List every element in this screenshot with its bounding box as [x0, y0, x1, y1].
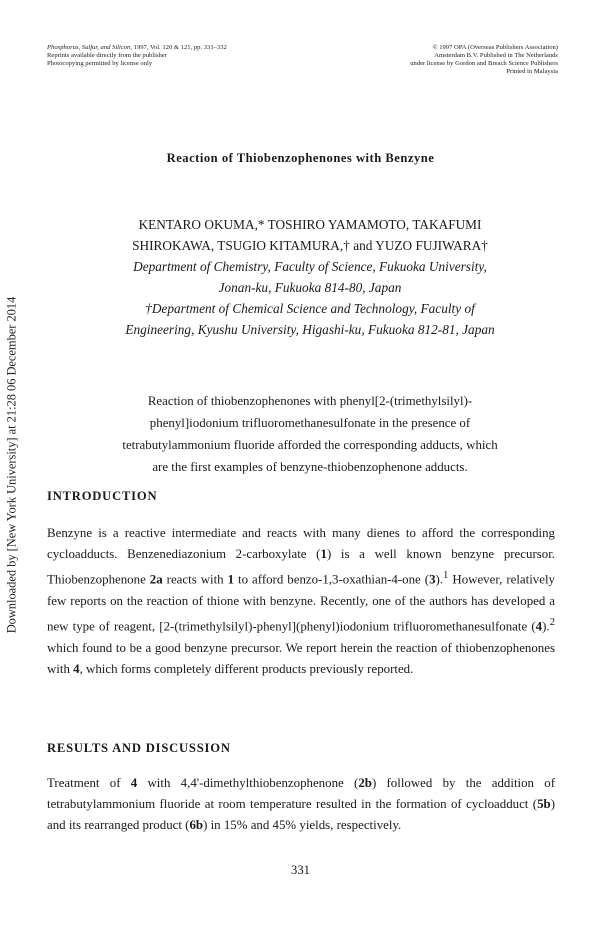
printed-in-line: Printed in Malaysia: [506, 68, 558, 75]
running-header-right: [308, 44, 558, 76]
abstract-line-4: are the first examples of benzyne-thiobenzophenone adducts.: [152, 460, 468, 474]
article-title: Reaction of Thiobenzophenones with Benzyne: [166, 151, 435, 165]
photocopy-note: Photocopying permitted by license only: [47, 60, 153, 67]
abstract-line-1: Reaction of thiobenzophenones with phenyl[2-(trimethylsilyl)-: [147, 394, 473, 408]
results-text-3: ) followed by the addition of tetrabutylammonium fluoride at room temperature resulted in the formation of cycloadduct (: [47, 776, 556, 812]
author-line-1: KENTARO OKUMA,* TOSHIRO YAMAMOTO, TAKAFUMI: [138, 217, 482, 232]
author-block: [60, 214, 560, 340]
affiliation-2-line-1: †Department of Chemical Science and Technology, Faculty of: [145, 301, 475, 316]
intro-text-6: However, relatively few reports on the reaction of thione with benzyne. Recently, one of the authors has developed a new type of reagent, [2-(trimethylsilyl)-phenyl](phenyl)iodonium trifluoromethanesulfonate (: [47, 572, 555, 634]
introduction-heading: INTRODUCTION: [47, 489, 158, 503]
abstract-line-2: phenyl]iodonium trifluoromethanesulfonate in the presence of: [149, 416, 471, 430]
results-heading: RESULTS AND DISCUSSION: [47, 741, 231, 755]
compound-ref: 3: [429, 572, 436, 587]
compound-ref: 2a: [149, 572, 163, 587]
citation-superscript: 2: [549, 616, 555, 629]
compound-ref: 1: [227, 572, 235, 587]
results-text-1: Treatment of: [47, 776, 131, 790]
results-text-2: with 4,4'-dimethylthiobenzophenone (: [137, 776, 359, 790]
intro-text-9: , which forms completely different products previously reported.: [79, 661, 414, 676]
compound-ref: 4: [130, 776, 138, 790]
results-text-5: ) in 15% and 45% yields, respectively.: [203, 818, 402, 833]
compound-ref: 4: [73, 661, 80, 676]
compound-ref: 5b: [537, 797, 551, 812]
intro-text-8: which found to be a good benzyne precursor. We report herein the reaction of thiobenzophenones with: [47, 640, 555, 676]
affiliation-1-line-1: Department of Chemistry, Faculty of Science, Fukuoka University,: [133, 259, 487, 274]
introduction-paragraph: [47, 523, 555, 680]
download-sidebar: [0, 0, 26, 929]
copyright-line: © 1997 OPA (Overseas Publishers Association): [432, 44, 558, 51]
intro-text-2: ) is a well known benzyne precursor. Thiobenzophenone: [47, 547, 555, 587]
intro-text-7: ).: [542, 619, 550, 634]
affiliation-2-line-2: Engineering, Kyushu University, Higashi-ku, Fukuoka 812-81, Japan: [125, 322, 495, 337]
compound-ref: 2b: [358, 776, 372, 790]
results-text-4: ) and its rearranged product (: [47, 797, 555, 833]
compound-ref: 1: [320, 547, 327, 562]
intro-text-3: reacts with: [162, 572, 228, 587]
publisher-line: Amsterdam B.V. Published in The Netherlands: [434, 52, 558, 59]
journal-name: Phosphorus, Sulfur, and Silicon,: [47, 44, 132, 51]
abstract: [60, 390, 560, 478]
journal-citation: [47, 44, 297, 52]
license-line: under license by Gordon and Breach Science Publishers: [410, 60, 558, 67]
running-header-left: [47, 44, 297, 68]
download-notice: Downloaded by [New York University] at 21:28 06 December 2014: [4, 296, 19, 634]
intro-text-5: ).: [435, 572, 444, 587]
intro-text-1: Benzyne is a reactive intermediate and reacts with many dienes to afford the corresponding cycloadducts. Benzenediazonium 2-carboxylate (: [47, 526, 555, 562]
results-paragraph: [47, 773, 555, 837]
page-number: 331: [291, 863, 310, 877]
abstract-line-3: tetrabutylammonium fluoride afforded the corresponding adducts, which: [122, 438, 498, 452]
volume-pages: 1997, Vol. 120 & 121, pp. 331–332: [132, 44, 227, 51]
intro-text-4: to afford benzo-1,3-oxathian-4-one (: [234, 572, 430, 587]
author-line-2: SHIROKAWA, TSUGIO KITAMURA,† and YUZO FUJIWARA†: [132, 238, 488, 253]
citation-superscript: 1: [443, 569, 449, 582]
compound-ref: 6b: [189, 818, 204, 833]
compound-ref: 4: [535, 619, 543, 634]
affiliation-1-line-2: Jonan-ku, Fukuoka 814-80, Japan: [218, 280, 402, 295]
reprints-note: Reprints available directly from the publisher: [47, 52, 167, 59]
